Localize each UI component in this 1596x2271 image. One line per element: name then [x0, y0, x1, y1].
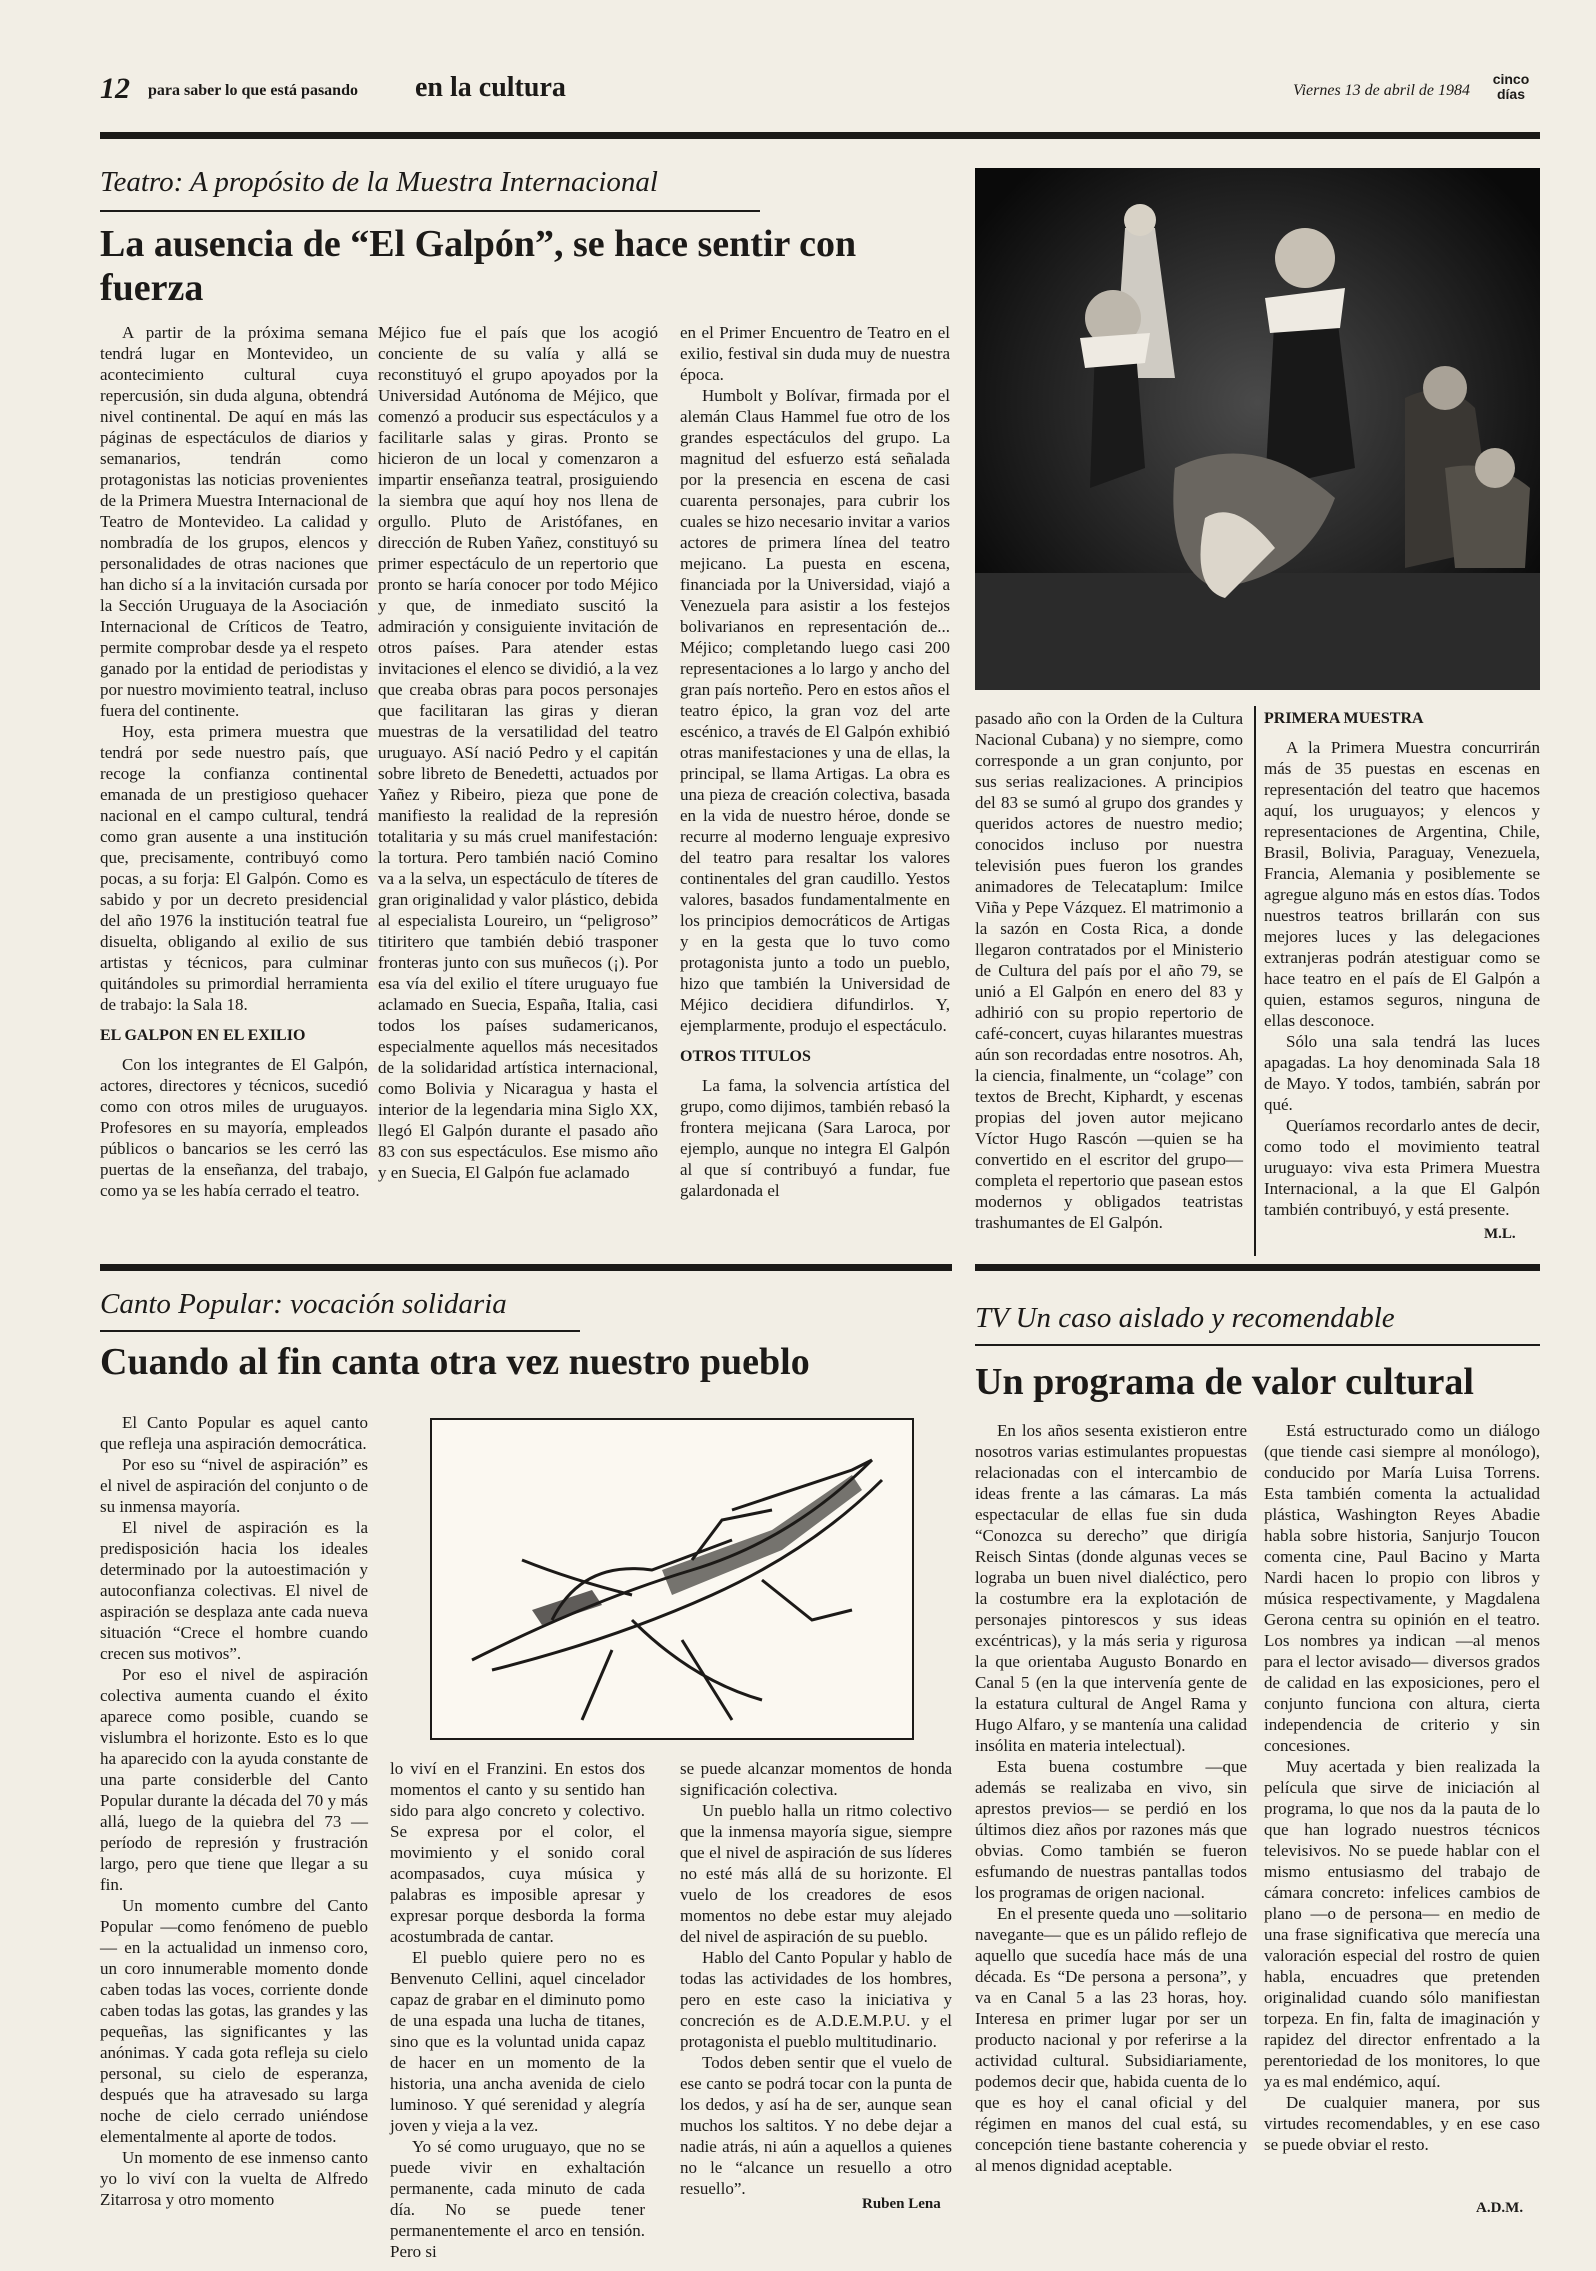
newspaper-logo: [1482, 72, 1540, 106]
article1-headline: La ausencia de “El Galpón”, se hace sentir con fuerza: [100, 223, 857, 309]
article2-kicker: Canto Popular: vocación solidaria: [100, 1288, 507, 1320]
paragraph: Está estructurado como un diálogo (que tiende casi siempre al monólogo), conducido por María Luisa Torrens. Esta también comenta la actualidad plástica, Washington Reyes Abadie habla sobre historia, Sanjurjo Toucon comenta cine, Paul Bacino y Marta Nardi hacen lo propio con libros y música respectivamente, y Magdalena Gerona centra su opinión en el teatro. Los nombres ya indican —al menos para el lector avisado— diversos grados de calidad en las exposiciones, pero el conjunto funciona con altura, cierta independencia de criterio y sin concesiones.: [1264, 1421, 1540, 1755]
column-divider: [1254, 706, 1256, 1256]
article2-signature: Ruben Lena: [862, 2196, 941, 2212]
paragraph: El Canto Popular es aquel canto que refleja una aspiración democrática.: [100, 1413, 368, 1453]
paragraph: Méjico fue el país que los acogió conciente de su valía y allá se reconstituyó el grupo apoyados por la Universidad Autónoma de Méjico, que comenzó a producir sus espectáculos y a facilitarle salas y giras. Pronto se hicieron de un local y comenzaron a impartir enseñanza teatral, prosiguiendo la siembra que aquí hoy nos llena de orgullo. Pluto de Aristófanes, en dirección de Ruben Yañez, constituyó su primer espectáculo de un repertorio que pronto se haría conocer por todo Méjico y que, de inmediato suscitó la admiración y consiguiente invitación de otros países. Para atender estas invitaciones el elenco se dividió, a la vez que creaba obras para pocos personajes que facilitaran las giras y dieran muestras de la versatilidad del teatro uruguayo. ASí nació Pedro y el capitán sobre libreto de Benedetti, actuados por Yañez y Ribeiro, pieza que pone de manifiesto la realidad de la represión totalitaria y su más cruel manifestación: la tortura. Pero también nació Comino va a la selva, un espectáculo de títeres de gran originalidad y valor plástico, debida al especialista Loureiro, un “peligroso” titiritero que también debió trasponer fronteras junto con sus muñecos (¡). Por esa vía del exilio el títere uruguayo fue aclamado en Suecia, España, Italia, casi todos los países sudamericanos, especialmente aquellos más necesitados de la solidaridad artística internacional, como Bolivia y Nicaragua y hasta el interior de la legendaria mina Siglo XX, llegó El Galpón durante el pasado año 83 con sus espectáculos. Ese mismo año y en Suecia, El Galpón fue aclamado: [378, 323, 658, 1182]
paragraph: Un momento cumbre del Canto Popular —como fenómeno de pueblo— en la actualidad un inmenso coro, un coro innumerable momento donde caben todas las voces, corriente donde caben todas las gotas, las grandes y las pequeñas, las significantes y las anónimas. Y cada gota refleja su cielo personal, su cielo de esperanza, después que ha atravesado su larga noche de cielo cerrado uniéndose elementalmente al aporte de todos.: [100, 1896, 368, 2146]
subheading: OTROS TITULOS: [680, 1048, 811, 1065]
header-prefix: para saber lo que está pasando: [148, 82, 358, 99]
paragraph: se puede alcanzar momentos de honda significación colectiva.: [680, 1759, 952, 1799]
theater-photo-image: [975, 168, 1540, 690]
paragraph: La fama, la solvencia artística del grupo, como dijimos, también rebasó la frontera mejicana (Sara Laroca, por ejemplo, aunque no integra El Galpón al que sí contribuyó a fundar, fue galardonada el: [680, 1076, 950, 1200]
section-rule: [100, 1264, 952, 1271]
paragraph: pasado año con la Orden de la Cultura Nacional Cubana) y no siempre, como corresponde a un gran conjunto, por sus serias realizaciones. A principios del 83 se sumó al grupo dos grandes y queridos actores de nuestro medio; conocidos incluso por nuestra televisión pues fueron los grandes animadores de Telecataplum: Imilce Viña y Pepe Vázquez. El matrimonio a la sazón en Costa Rica, a donde llegaron contratados por el Ministerio de Cultura del país por el año 79, se unió a El Galpón en enero del 83 y adhirió con su propio repertorio de café-concert, cuyas hilarantes muestras aún son recordadas entre nosotros. Ah, la ciencia, finalmente, un “colage” con textos de Brecht, Kiphardt, y escenas propias del joven autor mejicano Víctor Hugo Rascón —quien se ha convertido en el escritor del grupo— completa el repertorio que pasean estos modernos y obligados teatristas trashumantes de El Galpón.: [975, 709, 1243, 1232]
paragraph: En los años sesenta existieron entre nosotros varias estimulantes propuestas relacionadas con el intercambio de ideas frente a las cámaras. La más espectacular de ellas fue sin duda “Conozca su derecho” que dirigía Reisch Sintas (donde algunas veces se lograba un buen nivel dialéctico, pero la costumbre era la explotación de personajes pintorescos y sus ideas excéntricas), y la más seria y rigurosa la que orientaba Augusto Bonardo en Canal 5 (en la que intervenía gente de la estatura cultural de Angel Rama y Hugo Alfaro, y se mantenía una calidad insólita en materia intelectual).: [975, 1421, 1247, 1755]
article2-kicker-rule: [100, 1330, 580, 1332]
paragraph: Esta buena costumbre —que además se realizaba en vivo, sin aprestos previos— se perdió en los últimos diez años por razones más que obvias. Como también se fueron esfumando de nuestras pantallas todos los programas de origen nacional.: [975, 1757, 1247, 1902]
sketch-drawing: [430, 1418, 914, 1740]
paragraph: Un pueblo halla un ritmo colectivo que la inmensa mayoría sigue, siempre que el nivel de aspiración de sus líderes no esté más allá de su horizonte. El vuelo de los creadores de esos momentos no debe estar muy alejado del nivel de aspiración de su pueblo.: [680, 1801, 952, 1946]
paragraph: Muy acertada y bien realizada la película que sirve de iniciación al programa, lo que nos da la pauta de lo que han logrado nuestros técnicos televisivos. No se puede hablar con el mismo entusiasmo del trabajo de cámara concreto: infelices cambios de plano —o de persona— en medio de una frase significativa que merecía una valoración especial del rostro de quien habla, encuadres que pretenden originalidad cuando sólo manifiestan torpeza. En fin, falta de imaginación y rapidez del director enfrentado a la perentoriedad de los monitores, lo que ya es mal endémico, aquí.: [1264, 1757, 1540, 2091]
article3-kicker: TV Un caso aislado y recomendable: [975, 1302, 1395, 1334]
paragraph: Yo sé como uruguayo, que no se puede vivir en exhaltación permanente, cada minuto de cada día. No se puede tener permanentemente el arco en tensión. Pero si: [390, 2137, 645, 2261]
article1-kicker: Teatro: A propósito de la Muestra Internacional: [100, 166, 658, 198]
paragraph: El pueblo quiere pero no es Benvenuto Cellini, aquel cincelador capaz de grabar en el diminuto pomo de una espada una lucha de titanes, sino que es la voluntad unida capaz de hacer en un momento de la historia, una ancha avenida de cielo luminoso. Y qué serenidad y alegría joven y vieja a la vez.: [390, 1948, 645, 2135]
article3-kicker-rule: [975, 1344, 1540, 1346]
article3-headline: Un programa de valor cultural: [975, 1361, 1474, 1403]
paragraph: Humbolt y Bolívar, firmada por el alemán Claus Hammel fue otro de los grandes espectáculos del grupo. La magnitud del esfuerzo está señalada por la presencia en escena de casi cuarenta personajes, para cubrir los cuales se hizo necesario invitar a varios actores de primera línea del teatro mejicano. La puesta en escena, financiada por la Universidad, viajó a Venezuela para asistir a los festejos bolivarianos en representación de... Méjico; completando luego casi 200 representaciones a lo largo y ancho del gran país norteño. Pero en estos años el teatro épico, la gran voz del arte escénico, a través de El Galpón exhibió otras manifestaciones y una de ellas, la principal, se llama Artigas. La obra es una pieza de creación colectiva, basada en la vida de nuestro héroe, donde se recurre al moderno lenguaje expresivo del teatro para resaltar los valores continentales del gran caudillo. Yestos valores, basados fundamentalmente en los principios democráticos de Artigas y en la gesta que lo tuvo como protagonista junto a todo un pueblo, hizo que también la Universidad de Méjico decidiera difundirlos. Y, ejemplarmente, produjo el espectáculo.: [680, 386, 950, 1035]
section-rule: [975, 1264, 1540, 1271]
paragraph: Hoy, esta primera muestra que tendrá por sede nuestro país, que recoge la confianza continental emanada de un prestigioso quehacer nacional en el campo cultural, tendrá como gran ausente a una institución que, precisamente, contribuyó como pocas, a su forja: El Galpón. Como es sabido y por un decreto presidencial del año 1976 la institución teatral fue disuelta, obligando al exilio de sus artistas y técnicos, para culminar quitándoles su primordial herramienta de trabajo: la Sala 18.: [100, 722, 368, 1014]
paragraph: Por eso el nivel de aspiración colectiva aumenta cuando el éxito aparece como posible, cuando se vislumbra el horizonte. Esto es lo que ha aparecido con la ayuda constante de una parte considerble del Canto Popular durante la década del 70 y más allá, luego de la quiebra del 73 —período de represión y frustración largo, pero que tiene que llegar a su fin.: [100, 1665, 368, 1894]
article1-column-3: [680, 322, 950, 1201]
paragraph: Un momento de ese inmenso canto yo lo viví con la vuelta de Alfredo Zitarrosa y otro momento: [100, 2148, 368, 2209]
theater-photo: [975, 168, 1540, 690]
subheading: EL GALPON EN EL EXILIO: [100, 1027, 306, 1044]
paragraph: A la Primera Muestra concurrirán más de 35 puestas en escenas en representación del teatro que hacemos aquí, los uruguayos; y elencos y representaciones de Argentina, Chile, Brasil, Bolivia, Paraguay, Venezuela, Francia, Alemania y posiblemente se agregue alguno más en estos días. Todos nuestros teatros brillarán con sus mejores luces y las delegaciones extranjeras podrán atestiguar como se hace teatro en el país de El Galpón a quien, estamos seguros, ninguna de ellas desconoce.: [1264, 738, 1540, 1030]
header-section: en la cultura: [415, 72, 566, 103]
header-rule: [100, 132, 1540, 139]
paragraph: A partir de la próxima semana tendrá lugar en Montevideo, un acontecimiento cultural cuya repercusión, sin duda alguna, obtendrá nivel continental. De aquí en más las páginas de espectáculos de diarios y semanarios, tendrán como protagonistas las noticias provenientes de la Primera Muestra Internacional de Teatro de Montevideo. La calidad y nombradía de los grupos, elencos y personalidades de otras naciones que han dicho sí a la invitación cursada por la Sección Uruguaya de la Asociación Internacional de Críticos de Teatro, permite comprobar desde ya el respeto ganado por la entidad de periodistas y por nuestro movimiento teatral, incluso fuera del continente.: [100, 323, 368, 720]
paragraph: El nivel de aspiración es la predisposición hacia los ideales determinado por la autoestimación y autoconfianza colectivas. El nivel de aspiración se desplaza ante cada nueva situación “Crece el hombre cuando crecen sus motivos”.: [100, 1518, 368, 1663]
paragraph: Todos deben sentir que el vuelo de ese canto se podrá tocar con la punta de los dedos, y así ha de ser, aunque sean muchos los saltitos. Y no debe dejar a nadie atrás, ni aún a aquellos a quienes no le “alcance un resuello a otro resuello”.: [680, 2053, 952, 2198]
article3-column-2: [1264, 1420, 1540, 2155]
article1-column-5: [1264, 708, 1540, 1220]
paragraph: Hablo del Canto Popular y hablo de todas las actividades de los hombres, pero en este caso la iniciativa y concreción es de A.D.E.M.P.U. y el protagonista el pueblo multitudinario.: [680, 1948, 952, 2051]
paragraph: En el presente queda uno —solitario navegante— que es un pálido reflejo de aquello que sucedía hace más de una década. Es “De persona a persona”, y va en Canal 5 a las 23 horas, hoy. Interesa en primer lugar por ser un producto nacional y por referirse a la actividad cultural. Subsidiariamente, podemos decir que, habida cuenta de lo que es hoy el canal oficial y del régimen en manos del cual está, su concepción tiene bastante coherencia y al menos dignidad aceptable.: [975, 1904, 1247, 2175]
paragraph: Con los integrantes de El Galpón, actores, directores y técnicos, sucedió como con otros miles de uruguayos. Profesores en su mayoría, empleados públicos o bancarios se les cerró las puertas de la enseñanza, del trabajo, como ya se les había cerrado el teatro.: [100, 1055, 368, 1200]
article3-column-1: [975, 1420, 1247, 2176]
article1-signature: M.L.: [1484, 1226, 1516, 1242]
paragraph: Queríamos recordarlo antes de decir, como todo el movimiento teatral uruguayo: viva esta Primera Muestra Internacional, a la que El Galpón también contribuyó, y está presente.: [1264, 1116, 1540, 1219]
sketch-drawing-image: [432, 1420, 912, 1738]
article2-column-2: [390, 1758, 645, 2262]
page-number: 12: [100, 72, 130, 105]
article1-column-1: [100, 322, 368, 1201]
subheading: PRIMERA MUESTRA: [1264, 710, 1424, 727]
article1-column-2: [378, 322, 658, 1183]
article1-kicker-rule: [100, 210, 760, 212]
paragraph: De cualquier manera, por sus virtudes recomendables, y en ese caso se puede obviar el resto.: [1264, 2093, 1540, 2154]
article1-column-4: [975, 708, 1243, 1233]
paragraph: en el Primer Encuentro de Teatro en el exilio, festival sin duda muy de nuestra época.: [680, 323, 950, 384]
article2-headline: Cuando al fin canta otra vez nuestro pueblo: [100, 1341, 810, 1383]
page-header: [100, 72, 1540, 112]
paragraph: Sólo una sala tendrá las luces apagadas. La hoy denominada Sala 18 de Mayo. Y todos, también, sabrán por qué.: [1264, 1032, 1540, 1114]
article3-signature: A.D.M.: [1476, 2200, 1524, 2216]
article2-column-3: [680, 1758, 952, 2199]
article2-column-1: [100, 1412, 368, 2210]
header-date: Viernes 13 de abril de 1984: [1292, 82, 1470, 99]
paragraph: lo viví en el Franzini. En estos dos momentos el canto y su sentido han sido para algo concreto y colectivo. Se expresa por el color, el movimiento y el sonido coral acompasados, cuya música y palabras es imposible apresar y expresar porque desborda la forma acostumbrada de cantar.: [390, 1759, 645, 1946]
paragraph: Por eso su “nivel de aspiración” es el nivel de aspiración del conjunto o de su inmensa mayoría.: [100, 1455, 368, 1516]
logo-text: cinco días: [1492, 71, 1530, 102]
